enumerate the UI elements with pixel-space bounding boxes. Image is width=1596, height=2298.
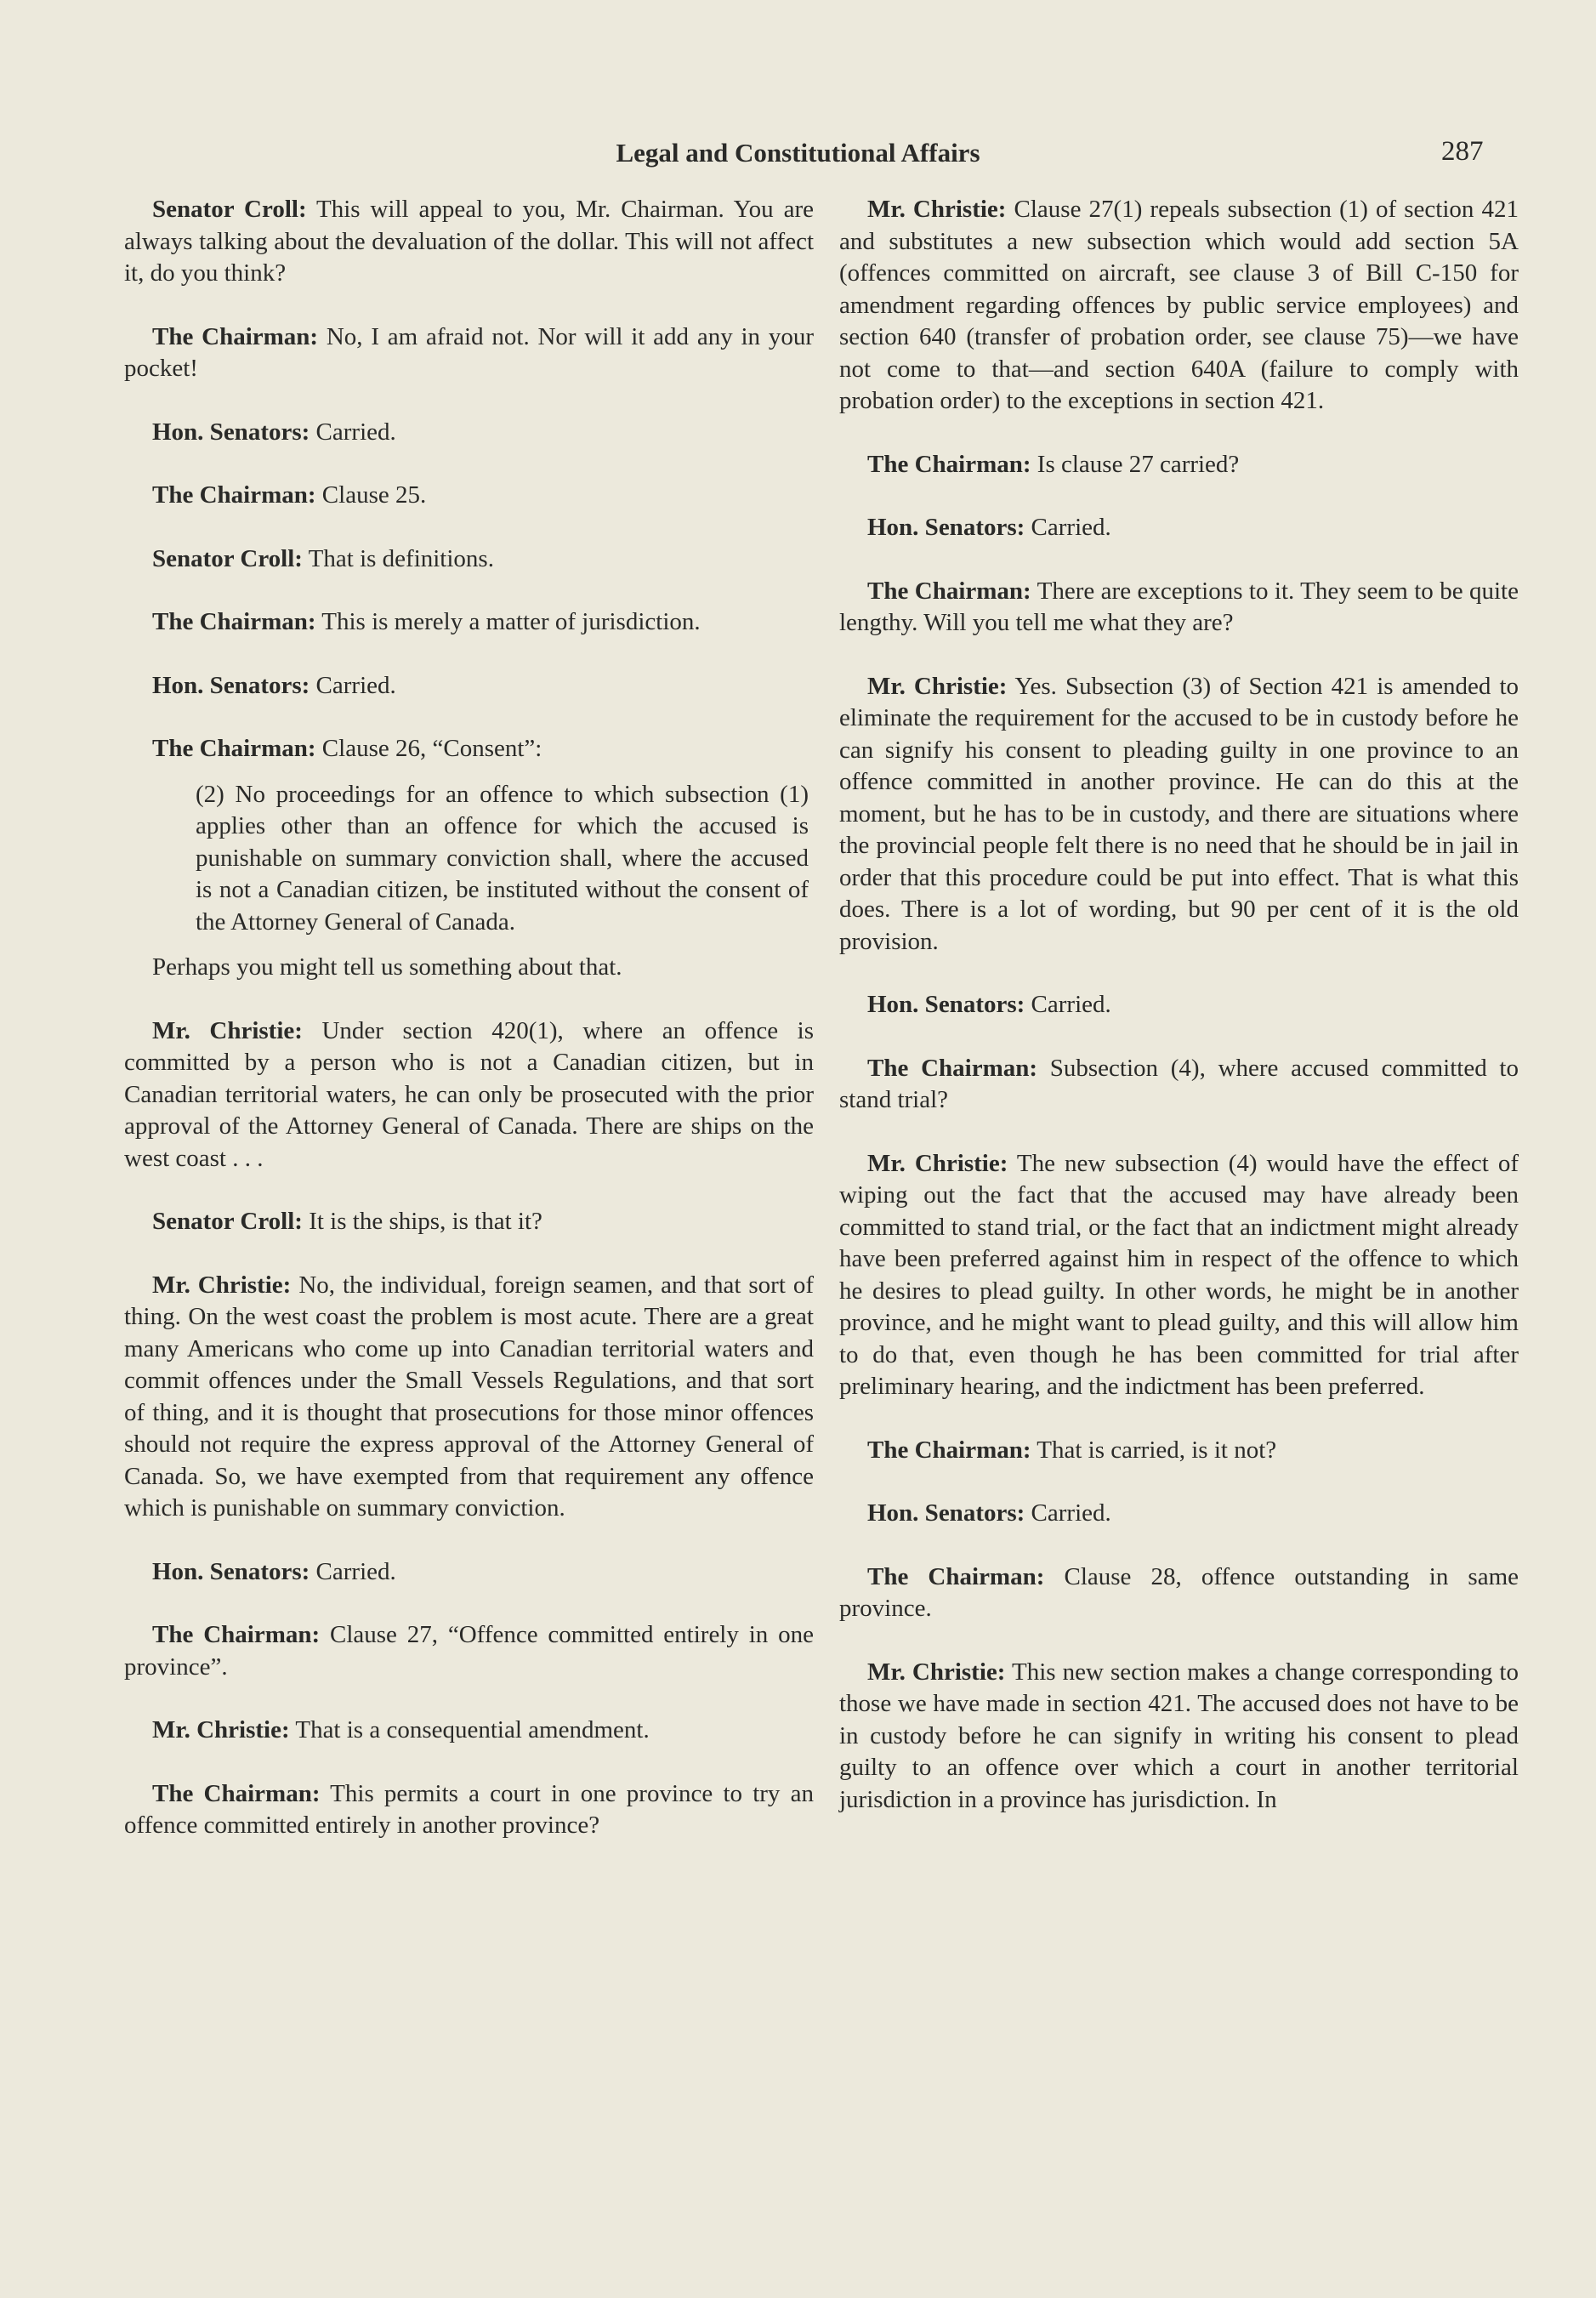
paragraph	[124, 1778, 814, 1842]
paragraph	[839, 449, 1519, 481]
speaker-name: Hon. Senators:	[867, 514, 1025, 541]
speaker-name: Hon. Senators:	[152, 1557, 310, 1585]
right-column	[839, 194, 1519, 1847]
speaker-name: Mr. Christie:	[867, 672, 1008, 700]
paragraph	[124, 417, 814, 449]
paragraph	[124, 1270, 814, 1525]
paragraph	[124, 1206, 814, 1238]
paragraph-text: Carried.	[310, 418, 396, 446]
paragraph-text: Yes. Subsection (3) of Section 421 is amended to eliminate the requirement for the accused to be in custody before he can signify his consent to pleading guilty in one province to an offence committed in another province. He can do this at the moment, but he has to be in custody, and there are situations where the provincial people felt there is no need that he should be in jail in order that this procedure could be put into effect. That is what this does. There is a lot of wording, but 90 per cent of it is the old provision.	[839, 672, 1519, 955]
paragraph-text: Carried.	[310, 671, 396, 699]
speaker-name: Mr. Christie:	[867, 1658, 1006, 1686]
speaker-name: Mr. Christie:	[152, 1716, 290, 1743]
paragraph-text: Clause 26, “Consent”:	[315, 735, 542, 762]
paragraph	[839, 989, 1519, 1021]
paragraph-text: The new subsection (4) would have the effect of wiping out the fact that the accused may have already been committed to stand trial, or the fact that an indictment might already have been preferred against him in respect of the offence to which he desires to plead guilty. In other words, he might be in another province, and he might want to plead guilty, and this will allow him to do that, even though he has been committed for trial after preliminary hearing, and the indictment has been preferred.	[839, 1149, 1519, 1400]
paragraph	[124, 480, 814, 512]
paragraph	[839, 1148, 1519, 1403]
paragraph	[124, 543, 814, 576]
paragraph-text: Clause 28, offence outstanding in same province.	[839, 1562, 1519, 1622]
paragraph-text: Clause 25.	[315, 481, 427, 509]
paragraph-text: Subsection (4), where accused committed to stand trial?	[839, 1054, 1519, 1113]
quote-text: (2) No proceedings for an offence to which subsection (1) applies other than an offence for which the accused is punishable on summary conviction shall, where the accused is not a Canadian citizen, be instituted without the consent of the Attorney General of Canada.	[196, 780, 809, 936]
page-number: 287	[1441, 136, 1484, 167]
paragraph	[839, 1498, 1519, 1530]
paragraph	[124, 606, 814, 639]
running-header: Legal and Constitutional Affairs	[616, 138, 980, 168]
paragraph-text: This permits a court in one province to try an offence committed entirely in another province?	[124, 1779, 814, 1839]
speaker-name: The Chairman:	[867, 1436, 1031, 1464]
paragraph-text: Under section 420(1), where an offence is committed by a person who is not a Canadian citizen, but in Canadian territorial waters, he can only be prosecuted with the prior approval of the Attorney General of Canada. There are ships on the west coast . . .	[124, 1016, 814, 1172]
paragraph-text: That is definitions.	[302, 544, 494, 572]
paragraph-text: Carried.	[1025, 991, 1111, 1018]
paragraph-text: That is a consequential amendment.	[289, 1716, 650, 1743]
paragraph-text: This will appeal to you, Mr. Chairman. You are always talking about the devaluation of the dollar. This will not affect it, do you think?	[124, 196, 814, 287]
paragraph	[124, 1619, 814, 1683]
paragraph-text: There are exceptions to it. They seem to be quite lengthy. Will you tell me what they are?	[839, 577, 1519, 636]
paragraph	[124, 1556, 814, 1589]
paragraph	[839, 512, 1519, 544]
paragraph-text: Perhaps you might tell us something about that.	[152, 953, 622, 981]
paragraph	[839, 1561, 1519, 1625]
speaker-name: The Chairman:	[867, 450, 1031, 478]
paragraph	[124, 1715, 814, 1747]
paragraph	[124, 733, 814, 765]
paragraph-text: Clause 27, “Offence committed entirely in one province”.	[124, 1621, 814, 1681]
speaker-name: Mr. Christie:	[867, 1149, 1008, 1177]
speaker-name: Hon. Senators:	[152, 671, 310, 699]
paragraph-text: Carried.	[1025, 1499, 1111, 1527]
speaker-name: The Chairman:	[152, 608, 316, 635]
left-column	[124, 194, 814, 1874]
paragraph	[124, 1015, 814, 1175]
speaker-name: The Chairman:	[152, 481, 316, 509]
paragraph-text: This is merely a matter of jurisdiction.	[315, 608, 701, 635]
paragraph	[839, 576, 1519, 640]
paragraph-text: Carried.	[310, 1557, 396, 1585]
paragraph-text: Carried.	[1025, 514, 1111, 541]
speaker-name: Senator Croll:	[152, 544, 303, 572]
paragraph	[839, 671, 1519, 958]
speaker-name: Senator Croll:	[152, 1208, 303, 1235]
speaker-name: The Chairman:	[867, 1562, 1045, 1590]
paragraph-text: Is clause 27 carried?	[1031, 450, 1240, 478]
paragraph	[839, 194, 1519, 418]
speaker-name: The Chairman:	[152, 1621, 321, 1648]
speaker-name: Senator Croll:	[152, 196, 307, 223]
speaker-name: The Chairman:	[152, 1779, 321, 1807]
speaker-name: Mr. Christie:	[152, 1271, 292, 1299]
quoted-statute	[124, 779, 814, 939]
speaker-name: Hon. Senators:	[867, 991, 1025, 1018]
paragraph-text: No, the individual, foreign seamen, and that sort of thing. On the west coast the problem is most acute. There are a great many Americans who come up into Canadian territorial waters and commit offences under the Small Vessels Regulations, and that sort of thing, and it is thought that prosecutions for those minor offences should not require the express approval of the Attorney General of Canada. So, we have exempted from that requirement any offence which is punishable on summary conviction.	[124, 1271, 814, 1522]
paragraph	[839, 1435, 1519, 1467]
speaker-name: Hon. Senators:	[152, 418, 310, 446]
speaker-name: The Chairman:	[867, 1054, 1038, 1082]
paragraph-text: This new section makes a change corresponding to those we have made in section 421. The accused does not have to be in custody before he can signify in writing his consent to plead guilty to an offence over which a court in another territorial jurisdiction in a province has jurisdiction. In	[839, 1658, 1519, 1813]
paragraph-text: It is the ships, is that it?	[302, 1208, 542, 1235]
speaker-name: The Chairman:	[152, 735, 316, 762]
paragraph	[839, 1053, 1519, 1117]
paragraph-text: That is carried, is it not?	[1031, 1436, 1277, 1464]
paragraph	[124, 194, 814, 290]
paragraph	[124, 321, 814, 385]
speaker-name: Mr. Christie:	[867, 196, 1007, 223]
paragraph	[124, 952, 814, 984]
speaker-name: The Chairman:	[152, 322, 319, 350]
paragraph-text: No, I am afraid not. Nor will it add any in your pocket!	[124, 322, 814, 382]
paragraph-text: Clause 27(1) repeals subsection (1) of section 421 and substitutes a new subsection which would add section 5A (offences committed on aircraft, see clause 3 of Bill C-150 for amendment regarding offences by public service employees) and section 640 (transfer of probation order, see clause 75)—we have not come to that—and section 640A (failure to comply with probation order) to the exceptions in section 421.	[839, 196, 1519, 414]
speaker-name: The Chairman:	[867, 577, 1031, 605]
paragraph	[839, 1657, 1519, 1817]
speaker-name: Hon. Senators:	[867, 1499, 1025, 1527]
speaker-name: Mr. Christie:	[152, 1016, 303, 1044]
paragraph	[124, 670, 814, 702]
